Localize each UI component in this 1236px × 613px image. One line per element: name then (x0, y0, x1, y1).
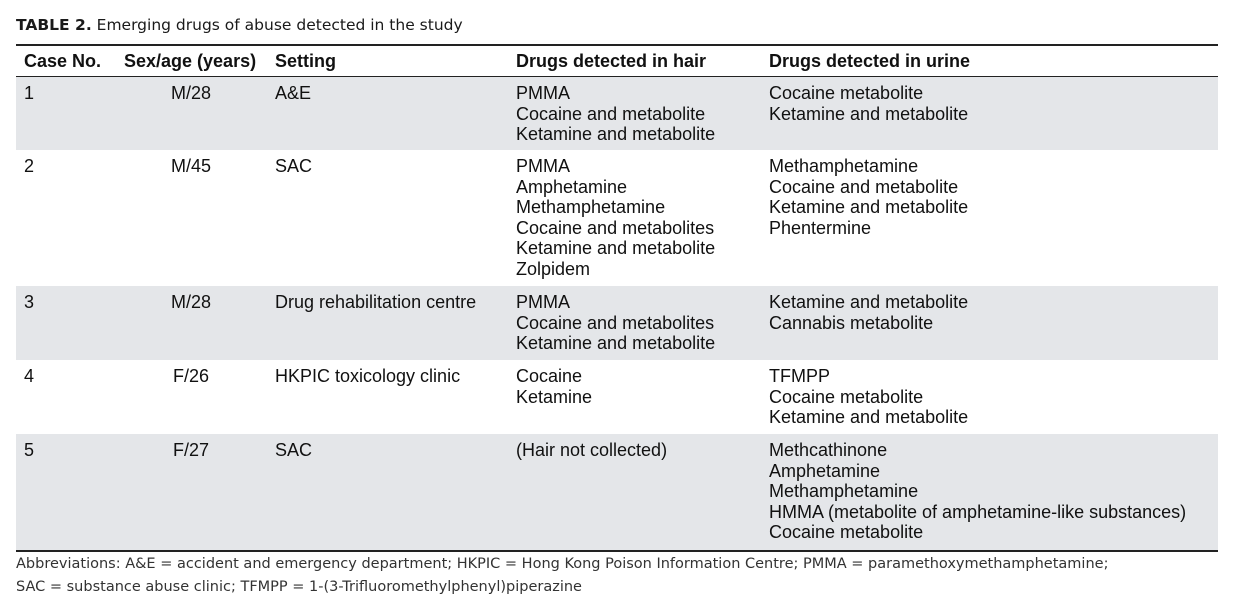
urine-drug: HMMA (metabolite of amphetamine-like substances) (769, 501, 1187, 522)
hair-drugs (516, 83, 715, 145)
hair-drug: Ketamine (516, 386, 593, 407)
footnote-line: Abbreviations: A&E = accident and emergency department; HKPIC = Hong Kong Poison Information Centre; PMMA = paramethoxymethamphetamine; (16, 556, 1109, 572)
table-footnote (16, 553, 1221, 599)
hair-drugs (516, 156, 715, 279)
table-row (16, 286, 1218, 360)
sex-age: M/28 (170, 83, 212, 103)
urine-drug: Amphetamine (769, 460, 881, 481)
setting: Drug rehabilitation centre (275, 292, 477, 312)
table-header (16, 46, 1218, 76)
hair-drugs (516, 292, 715, 354)
hair-drug: Cocaine and metabolites (516, 217, 715, 238)
urine-drug: Methamphetamine (769, 481, 919, 501)
hair-drug: Cocaine (516, 366, 583, 386)
urine-drug: Methcathinone (769, 440, 888, 460)
bottom-rule (16, 550, 1218, 552)
case-number: 4 (24, 366, 35, 386)
urine-drug: Cocaine metabolite (769, 522, 924, 542)
sex-age: M/28 (170, 292, 212, 312)
urine-drug: Ketamine and metabolite (769, 197, 969, 217)
table-row (16, 150, 1218, 286)
urine-drug: Ketamine and metabolite (769, 407, 969, 427)
case-number: 3 (24, 292, 35, 312)
setting: HKPIC toxicology clinic (275, 366, 461, 386)
urine-drug: Cannabis metabolite (769, 312, 934, 333)
table-row (16, 360, 1218, 434)
case-number: 1 (24, 83, 35, 103)
hair-drug: PMMA (516, 156, 570, 176)
table-row (16, 434, 1218, 550)
urine-drug: Cocaine metabolite (769, 83, 924, 103)
urine-drug: Ketamine and metabolite (769, 292, 969, 312)
hair-drug: Cocaine and metabolite (516, 103, 706, 124)
setting: SAC (275, 156, 313, 176)
header-hair: Drugs detected in hair (516, 51, 707, 71)
setting: A&E (275, 83, 312, 103)
table-row (16, 77, 1218, 150)
case-number: 5 (24, 440, 35, 460)
header-urine: Drugs detected in urine (769, 51, 971, 71)
table-label: TABLE 2. (16, 16, 92, 34)
urine-drug: Cocaine metabolite (769, 386, 924, 407)
footnote-line: SAC = substance abuse clinic; TFMPP = 1-(3-Trifluoromethylphenyl)piperazine (16, 579, 582, 595)
case-number: 2 (24, 156, 35, 176)
hair-drug: Ketamine and metabolite (516, 333, 716, 353)
hair-drug: PMMA (516, 292, 570, 312)
urine-drugs (769, 83, 968, 124)
sex-age: F/27 (172, 440, 210, 460)
header-sex-age: Sex/age (years) (124, 51, 257, 71)
setting: SAC (275, 440, 313, 460)
header-case-no: Case No. (24, 51, 102, 71)
urine-drug: Cocaine and metabolite (769, 176, 959, 197)
hair-drug: Ketamine and metabolite (516, 124, 716, 144)
hair-drug: PMMA (516, 83, 570, 103)
hair-drug: Ketamine and metabolite (516, 238, 716, 258)
hair-drug: Zolpidem (516, 258, 591, 279)
hair-drug: Cocaine and metabolites (516, 312, 715, 333)
urine-drugs (769, 156, 968, 238)
hair-drugs (516, 440, 667, 461)
urine-drug: Ketamine and metabolite (769, 103, 969, 124)
header-setting: Setting (275, 51, 336, 71)
urine-drug: TFMPP (769, 366, 830, 386)
table-title: Emerging drugs of abuse detected in the study (96, 16, 463, 34)
urine-drug: Phentermine (769, 217, 872, 238)
urine-drug: Methamphetamine (769, 156, 919, 176)
sex-age: M/45 (170, 156, 212, 176)
sex-age: F/26 (172, 366, 210, 386)
urine-drugs (769, 292, 968, 333)
table-caption (16, 16, 463, 34)
hair-drugs (516, 366, 592, 407)
hair-drug: Methamphetamine (516, 197, 666, 217)
urine-drugs (769, 440, 1186, 543)
hair-drug: Amphetamine (516, 176, 628, 197)
hair-drug: (Hair not collected) (516, 440, 668, 460)
urine-drugs (769, 366, 968, 428)
